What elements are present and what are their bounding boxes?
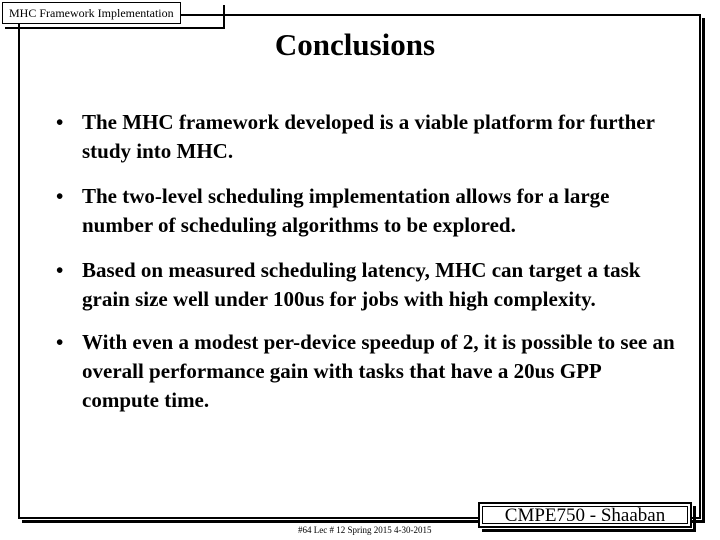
footer-meta: #64 Lec # 12 Spring 2015 4-30-2015 <box>298 525 432 535</box>
bullet-item <box>56 256 676 314</box>
slide-title: Conclusions <box>274 27 436 62</box>
bullet-list <box>56 108 676 431</box>
bullet-icon: • <box>56 184 64 208</box>
bullet-text: The two-level scheduling implementation allows for a large number of scheduling algorithms to be explored. <box>82 184 610 237</box>
bullet-icon: • <box>56 330 64 354</box>
course-badge <box>478 502 692 528</box>
header-label: MHC Framework Implementation <box>2 2 181 24</box>
bullet-icon: • <box>56 258 64 282</box>
bullet-text: Based on measured scheduling latency, MHC can target a task grain size well under 100us for jobs with high complexity. <box>82 258 641 311</box>
bullet-item <box>56 108 676 166</box>
bullet-item <box>56 328 676 415</box>
bullet-text: The MHC framework developed is a viable platform for further study into MHC. <box>82 110 655 163</box>
course-badge-label: CMPE750 - Shaaban <box>482 506 688 524</box>
bullet-text: With even a modest per-device speedup of 2, it is possible to see an overall performance gain with tasks that have a 20us GPP compute time. <box>82 330 675 412</box>
bullet-item <box>56 182 676 240</box>
bullet-icon: • <box>56 110 64 134</box>
